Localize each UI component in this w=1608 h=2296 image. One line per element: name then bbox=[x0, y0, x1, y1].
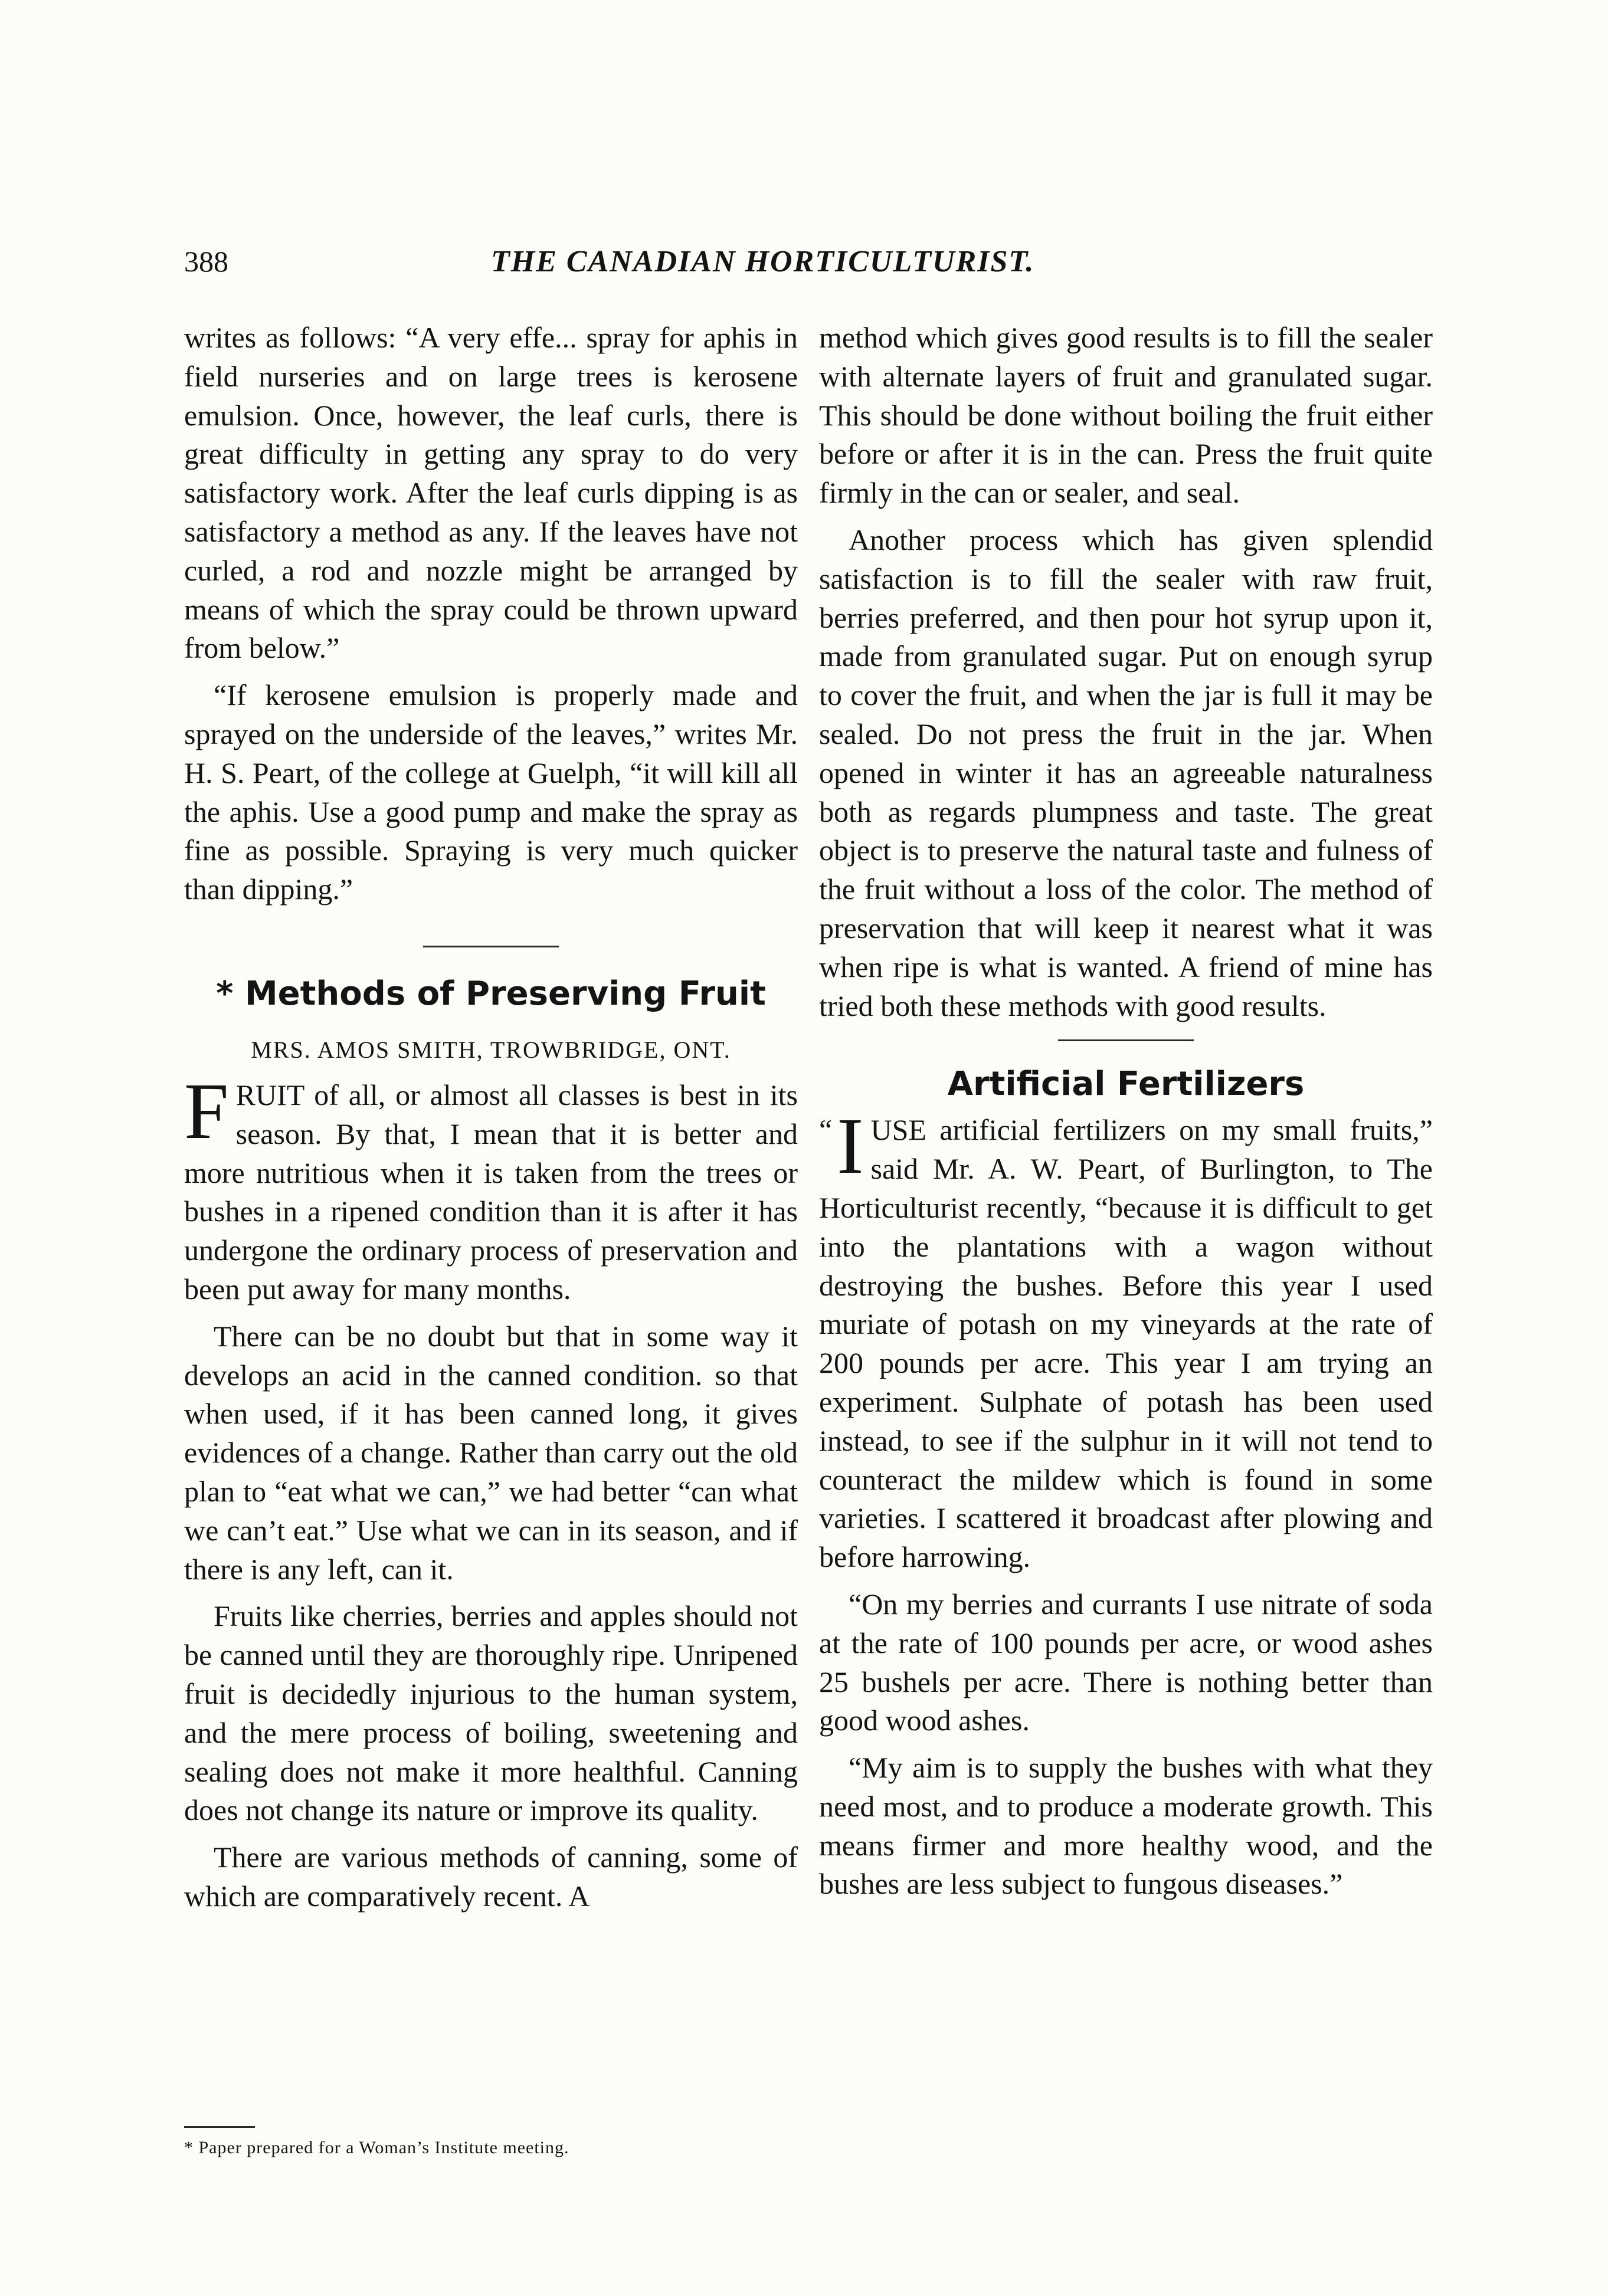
article-byline: MRS. AMOS SMITH, TROWBRIDGE, ONT. bbox=[251, 1036, 731, 1063]
right-paragraph: “On my berries and currants I use nitrate of soda at the rate of 100 pounds per acre, or wood ashes 25 bushels per acre. There is nothing better than good wood ashes. bbox=[819, 1587, 1433, 1737]
article-title-artificial-fertilizers: Artificial Fertilizers bbox=[947, 1065, 1305, 1104]
left-paragraph: There are various methods of canning, some of which are comparatively recent. A bbox=[184, 1841, 798, 1913]
left-paragraph-continued: writes as follows: “A very effe... spray for aphis in field nurseries and on large trees is kerosene emulsion. Once, however, the leaf curls, there is great difficulty in getting any spray to do very satisfactory work. After the leaf curls dipping is as satisfactory a method as any. If the leaves have not curled, a rod and nozzle might be arranged by means of which the spray could be thrown upward from below.” bbox=[184, 321, 798, 665]
opening-quote-mark: “ bbox=[819, 1113, 833, 1147]
opening-paragraph-text: USE artificial fertilizers on my small fruits,” said Mr. A. W. Peart, of Burlington, to The Horticulturist recently, “because it is difficult to get into the plantations with a wagon without destroying the bushes. Before this year I used muriate of potash on my vineyards at the rate of 200 pounds per acre. This year I am trying an experiment. Sulphate of potash has been used instead, to see if the sulphur in it will not tend to counteract the mildew which is found in some varieties. I scattered it broadcast after plowing and before harrowing. bbox=[819, 1113, 1433, 1574]
footnote: * Paper prepared for a Woman’s Institute meeting. bbox=[184, 2138, 569, 2157]
right-paragraph-continued: method which gives good results is to fill the sealer with alternate layers of fruit and granulated sugar. This should be done without boiling the fruit either before or after it is in the can. Press the fruit quite firmly in the can or sealer, and seal. bbox=[819, 321, 1433, 510]
article-opening-paragraph bbox=[819, 1102, 1433, 1577]
right-column bbox=[819, 319, 1433, 1904]
left-paragraph: Fruits like cherries, berries and apples should not be canned until they are thoroughly ripe. Unripened fruit is decidedly injurious to the human system, and the mere process of boiling, sweetening and sealing does not make it more healthful. Canning does not change its nature or improve its quality. bbox=[184, 1599, 798, 1827]
right-paragraph: “My aim is to supply the bushes with what they need most, and to produce a moderate growth. This means firmer and more healthy wood, and the bushes are less subject to fungous diseases.” bbox=[819, 1751, 1433, 1901]
left-paragraph: There can be no doubt but that in some way it develops an acid in the canned condition. so that when used, if it has been canned long, it gives evidences of a change. Rather than carry out the old plan to “eat what we can,” we had better “can what we can’t eat.” Use what we can in its season, and if there is any left, can it. bbox=[184, 1319, 798, 1586]
footnote-divider bbox=[184, 2126, 255, 2128]
opening-paragraph-text: RUIT of all, or almost all classes is best in its season. By that, I mean that it is better and more nutritious when it is taken from the trees or bushes in a ripened condition than it is after it has undergone the ordinary process of preservation and been put away for many months. bbox=[184, 1078, 798, 1306]
journal-title: THE CANADIAN HORTICULTURIST. bbox=[491, 245, 1035, 278]
article-opening-paragraph bbox=[184, 1067, 798, 1309]
left-paragraph: “If kerosene emulsion is properly made and sprayed on the underside of the leaves,” writes Mr. H. S. Peart, of the college at Guelph, “it will kill all the aphis. Use a good pump and make the spray as fine as possible. Spraying is very much quicker than dipping.” bbox=[184, 678, 798, 906]
page-number: 388 bbox=[184, 245, 228, 278]
left-column bbox=[184, 319, 798, 1916]
section-divider bbox=[1058, 1039, 1194, 1041]
right-paragraph: Another process which has given splendid satisfaction is to fill the sealer with raw fruit, berries preferred, and then pour hot syrup upon it, made from granulated sugar. Put on enough syrup to cover the fruit, and when the jar is full it may be sealed. Do not press the fruit in the jar. When opened in winter it has an agreeable naturalness both as regards plumpness and taste. The great object is to preserve the natural taste and fulness of the fruit without a loss of the color. The method of preservation that will keep it nearest what it was when ripe is what is wanted. A friend of mine has tried both these methods with good results. bbox=[819, 523, 1433, 1022]
running-head bbox=[184, 244, 1435, 297]
dropcap-letter: F bbox=[184, 1067, 229, 1156]
article-title-preserving-fruit: * Methods of Preserving Fruit bbox=[216, 974, 766, 1013]
section-divider bbox=[423, 946, 559, 947]
dropcap-letter: I bbox=[837, 1102, 864, 1191]
